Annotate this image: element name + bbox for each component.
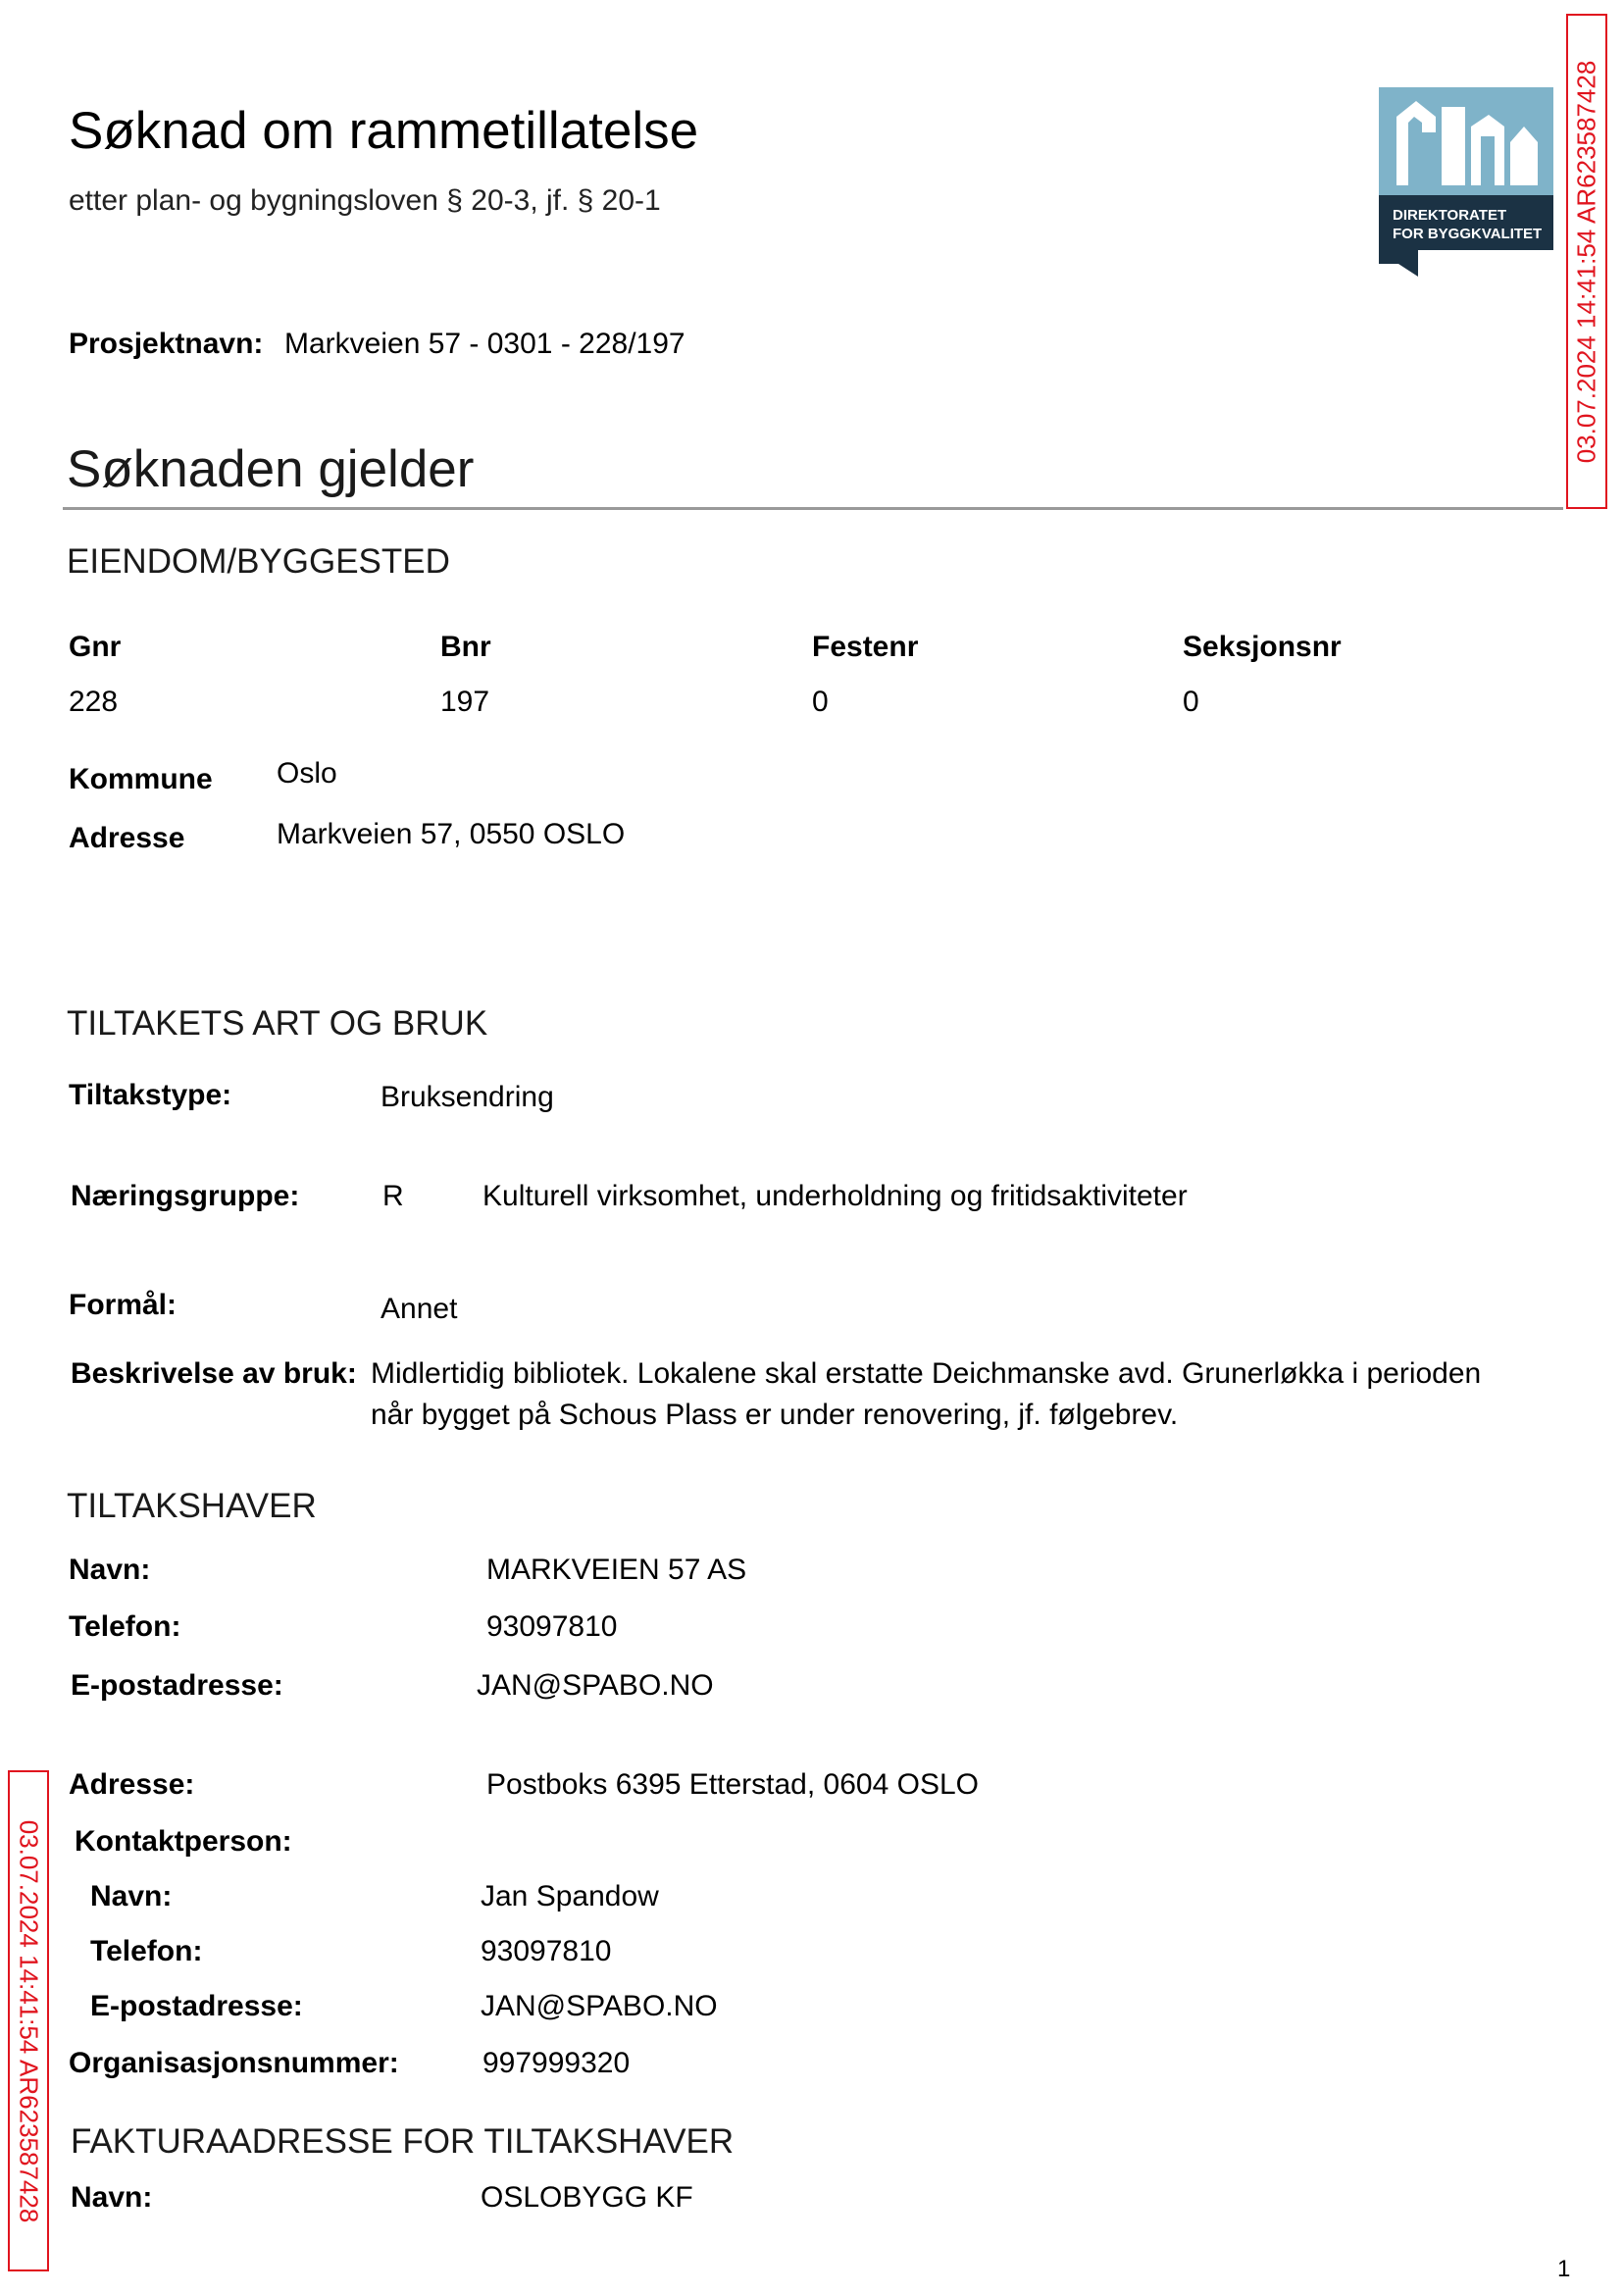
contact-phone-label: Telefon: bbox=[90, 1935, 203, 1967]
contact-phone-value: 93097810 bbox=[481, 1935, 612, 1967]
owner-name-value: MARKVEIEN 57 AS bbox=[486, 1554, 747, 1586]
owner-email-value: JAN@SPABO.NO bbox=[477, 1669, 714, 1702]
measure-type-label: Tiltakstype: bbox=[69, 1079, 232, 1111]
date-stamp-top-text: 03.07.2024 14:41:54 AR623587428 bbox=[1571, 60, 1601, 463]
page-number: 1 bbox=[1557, 2256, 1571, 2282]
contact-email-value: JAN@SPABO.NO bbox=[481, 1990, 718, 2022]
property-seksjonsnr-label: Seksjonsnr bbox=[1183, 631, 1342, 663]
property-bnr-value: 197 bbox=[440, 686, 490, 718]
property-seksjonsnr-value: 0 bbox=[1183, 686, 1199, 718]
owner-address-value: Postboks 6395 Etterstad, 0604 OSLO bbox=[486, 1768, 979, 1801]
owner-email-label: E-postadresse: bbox=[71, 1669, 283, 1702]
owner-phone-label: Telefon: bbox=[69, 1610, 181, 1643]
date-stamp-left-text: 03.07.2024 14:41:54 AR623587428 bbox=[14, 1819, 44, 2222]
contact-person-label: Kontaktperson: bbox=[75, 1825, 292, 1858]
org-number-value: 997999320 bbox=[482, 2047, 631, 2079]
page-subtitle: etter plan- og bygningsloven § 20-3, jf. § 20-1 bbox=[69, 184, 661, 217]
dibk-logo bbox=[1379, 87, 1553, 277]
page-title: Søknad om rammetillatelse bbox=[69, 102, 699, 160]
adresse-value: Markveien 57, 0550 OSLO bbox=[277, 818, 626, 850]
applies-heading: Søknaden gjelder bbox=[67, 440, 475, 498]
usage-description-line2: når bygget på Schous Plass er under renovering, jf. følgebrev. bbox=[371, 1399, 1179, 1431]
purpose-label: Formål: bbox=[69, 1289, 178, 1321]
date-stamp-left bbox=[8, 1770, 49, 2271]
adresse-label: Adresse bbox=[69, 822, 185, 854]
logo-line1: DIREKTORATET bbox=[1393, 207, 1507, 224]
dibk-logo-icon bbox=[1379, 87, 1553, 277]
owner-name-label: Navn: bbox=[69, 1554, 151, 1586]
date-stamp-top bbox=[1566, 14, 1607, 509]
contact-name-label: Navn: bbox=[90, 1880, 173, 1912]
property-gnr-label: Gnr bbox=[69, 631, 122, 663]
org-number-label: Organisasjonsnummer: bbox=[69, 2047, 399, 2079]
heading-divider bbox=[63, 507, 1563, 510]
owner-phone-value: 93097810 bbox=[486, 1610, 618, 1643]
invoice-name-label: Navn: bbox=[71, 2181, 153, 2214]
purpose-value: Annet bbox=[381, 1293, 458, 1325]
property-festenr-label: Festenr bbox=[812, 631, 919, 663]
measure-heading: TILTAKETS ART OG BRUK bbox=[67, 1004, 488, 1043]
project-value: Markveien 57 - 0301 - 228/197 bbox=[284, 328, 685, 360]
property-festenr-value: 0 bbox=[812, 686, 829, 718]
property-heading: EIENDOM/BYGGESTED bbox=[67, 542, 450, 581]
invoice-heading: FAKTURAADRESSE FOR TILTAKSHAVER bbox=[71, 2122, 735, 2161]
contact-name-value: Jan Spandow bbox=[481, 1880, 659, 1912]
project-label: Prosjektnavn: bbox=[69, 328, 264, 360]
owner-address-label: Adresse: bbox=[69, 1768, 195, 1801]
property-gnr-value: 228 bbox=[69, 686, 119, 718]
industry-group-label: Næringsgruppe: bbox=[71, 1180, 300, 1212]
property-bnr-label: Bnr bbox=[440, 631, 491, 663]
kommune-value: Oslo bbox=[277, 757, 337, 790]
invoice-name-value: OSLOBYGG KF bbox=[481, 2181, 693, 2214]
usage-description-label: Beskrivelse av bruk: bbox=[71, 1357, 357, 1390]
contact-email-label: E-postadresse: bbox=[90, 1990, 303, 2022]
usage-description-line1: Midlertidig bibliotek. Lokalene skal erstatte Deichmanske avd. Grunerløkka i perioden bbox=[371, 1357, 1482, 1390]
industry-group-code: R bbox=[382, 1180, 404, 1212]
owner-heading: TILTAKSHAVER bbox=[67, 1487, 317, 1525]
logo-line2: FOR BYGGKVALITET bbox=[1393, 226, 1543, 242]
kommune-label: Kommune bbox=[69, 763, 213, 795]
measure-type-value: Bruksendring bbox=[381, 1081, 554, 1113]
industry-group-value: Kulturell virksomhet, underholdning og fritidsaktiviteter bbox=[482, 1180, 1188, 1212]
